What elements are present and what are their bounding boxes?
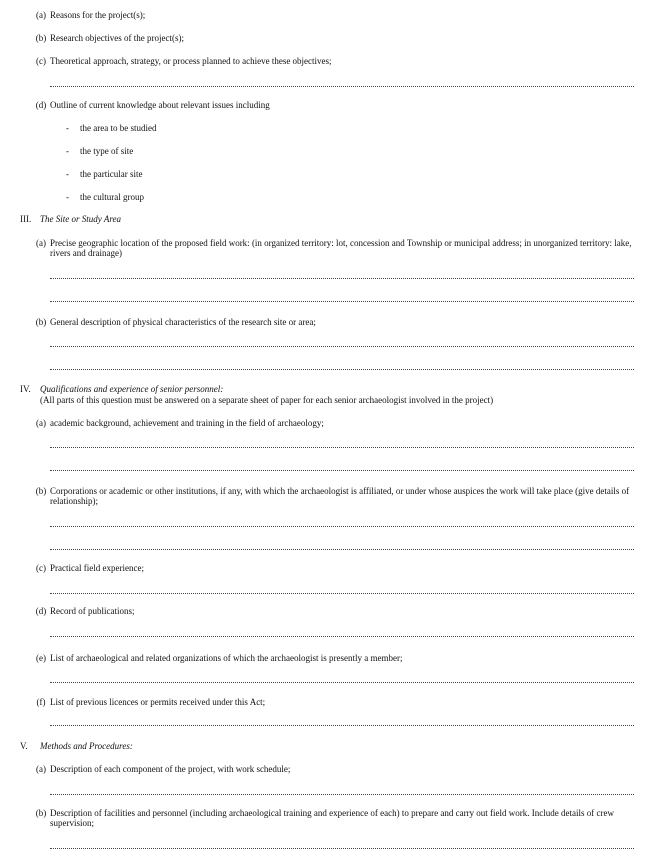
item-iii-a-text: Precise geographic location of the proposed field work: (in organized territory: lot, concession and Township or municipal address; in unorganized territory: lake, rivers and drainage) bbox=[50, 238, 632, 258]
answer-line-iii-b-2[interactable] bbox=[50, 369, 634, 370]
answer-line-iv-b-1[interactable] bbox=[50, 526, 634, 527]
item-iv-b-text: Corporations or academic or other institutions, if any, with which the archaeologist is affiliated, or under whose auspices the work will take place (give details of relationship); bbox=[50, 486, 630, 506]
sub-item-text: the type of site bbox=[80, 146, 134, 156]
item-label: (a) bbox=[36, 10, 46, 20]
item-text: Description of each component of the project, with work schedule; bbox=[50, 764, 291, 774]
item-label: (b) bbox=[35, 317, 47, 327]
item-text: Theoretical approach, strategy, or process planned to achieve these objectives; bbox=[50, 56, 332, 66]
answer-line-iv-e[interactable] bbox=[50, 682, 634, 683]
dash-bullet: - bbox=[66, 123, 69, 133]
answer-line-iii-a-2[interactable] bbox=[50, 301, 634, 302]
item-label: (a) bbox=[36, 764, 46, 774]
item-text: Research objectives of the project(s); bbox=[50, 33, 184, 43]
sub-item-text: the area to be studied bbox=[80, 123, 157, 133]
item-label: (c) bbox=[36, 56, 46, 66]
sub-item-text: the particular site bbox=[80, 169, 143, 179]
item-text: List of previous licences or permits received under this Act; bbox=[50, 697, 266, 707]
section-title: Methods and Procedures: bbox=[40, 741, 133, 751]
item-label: (b) bbox=[35, 486, 47, 496]
item-text: Outline of current knowledge about relevant issues including bbox=[50, 100, 270, 110]
item-text: Practical field experience; bbox=[50, 563, 144, 573]
item-label: (b) bbox=[35, 808, 47, 818]
item-text: Record of publications; bbox=[50, 606, 135, 616]
section-number: IV. bbox=[20, 384, 31, 394]
section-iv-note: (All parts of this question must be answered on a separate sheet of paper for each senior archaeologist involved in the project) bbox=[40, 395, 494, 405]
answer-line-iii-a-1[interactable] bbox=[50, 278, 634, 279]
item-label: (a) bbox=[36, 238, 46, 248]
dash-bullet: - bbox=[66, 169, 69, 179]
item-label: (d) bbox=[35, 100, 47, 110]
answer-line-iv-d[interactable] bbox=[50, 636, 634, 637]
answer-line-iv-a-2[interactable] bbox=[50, 470, 634, 471]
item-text: Reasons for the project(s); bbox=[50, 10, 146, 20]
item-label: (d) bbox=[35, 606, 47, 616]
item-label: (b) bbox=[35, 33, 47, 43]
item-text: List of archaeological and related organizations of which the archaeologist is presently a member; bbox=[50, 653, 403, 663]
answer-line-c[interactable] bbox=[50, 86, 634, 87]
dash-bullet: - bbox=[66, 146, 69, 156]
answer-line-v-a[interactable] bbox=[50, 794, 634, 795]
answer-line-iv-c[interactable] bbox=[50, 593, 634, 594]
answer-line-iv-b-2[interactable] bbox=[50, 549, 634, 550]
section-title: Qualifications and experience of senior personnel: bbox=[40, 384, 224, 394]
answer-line-iv-f[interactable] bbox=[50, 725, 634, 726]
answer-line-iii-b-1[interactable] bbox=[50, 346, 634, 347]
item-label: (a) bbox=[36, 418, 46, 428]
section-title: The Site or Study Area bbox=[40, 214, 121, 224]
section-number: V. bbox=[20, 741, 28, 751]
item-label: (e) bbox=[36, 653, 46, 663]
section-number: III. bbox=[20, 214, 32, 224]
item-label: (f) bbox=[36, 697, 46, 707]
answer-line-v-b[interactable] bbox=[50, 848, 634, 849]
item-text: academic background, achievement and training in the field of archaeology; bbox=[50, 418, 324, 428]
dash-bullet: - bbox=[66, 192, 69, 202]
item-v-b-text: Description of facilities and personnel (including archaeological training and experience of each) to prepare and carry out field work. Include details of crew supervision; bbox=[50, 808, 615, 828]
item-text: General description of physical characteristics of the research site or area; bbox=[50, 317, 316, 327]
sub-item-text: the cultural group bbox=[80, 192, 144, 202]
item-label: (c) bbox=[36, 563, 46, 573]
answer-line-iv-a-1[interactable] bbox=[50, 447, 634, 448]
